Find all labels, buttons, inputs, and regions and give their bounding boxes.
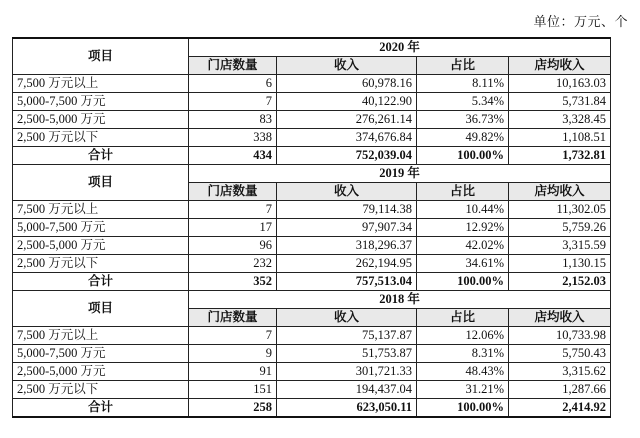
cell-share: 48.43% (417, 363, 509, 381)
item-header-cell: 项目 (13, 291, 189, 327)
row-label-cell: 5,000-7,500 万元 (13, 219, 189, 237)
total-cell-avg: 2,152.03 (509, 273, 611, 291)
row-label-cell: 7,500 万元以上 (13, 75, 189, 93)
cell-avg: 1,287.66 (509, 381, 611, 399)
cell-revenue: 194,437.04 (277, 381, 417, 399)
row-label-cell: 2,500-5,000 万元 (13, 111, 189, 129)
unit-note: 单位：万元、个 (533, 14, 628, 29)
cell-share: 49.82% (417, 129, 509, 147)
cell-share: 5.34% (417, 93, 509, 111)
column-header-share: 占比 (417, 309, 509, 327)
item-header-cell: 项目 (13, 165, 189, 201)
total-cell-share: 100.00% (417, 147, 509, 165)
cell-share: 8.11% (417, 75, 509, 93)
total-label-cell: 合计 (13, 273, 189, 291)
row-label-cell: 2,500-5,000 万元 (13, 237, 189, 255)
table-row (13, 75, 611, 93)
row-label-cell: 5,000-7,500 万元 (13, 345, 189, 363)
cell-revenue: 60,978.16 (277, 75, 417, 93)
cell-revenue: 301,721.33 (277, 363, 417, 381)
total-row (13, 399, 611, 418)
table-row (13, 111, 611, 129)
cell-revenue: 262,194.95 (277, 255, 417, 273)
row-label-cell: 7,500 万元以上 (13, 201, 189, 219)
cell-revenue: 51,753.87 (277, 345, 417, 363)
cell-avg: 5,759.26 (509, 219, 611, 237)
column-header-share: 占比 (417, 183, 509, 201)
cell-revenue: 97,907.34 (277, 219, 417, 237)
row-label-cell: 2,500 万元以下 (13, 129, 189, 147)
cell-avg: 11,302.05 (509, 201, 611, 219)
cell-revenue: 79,114.38 (277, 201, 417, 219)
row-label-cell: 2,500 万元以下 (13, 381, 189, 399)
cell-stores: 338 (189, 129, 277, 147)
total-cell-stores: 258 (189, 399, 277, 418)
column-header-avg: 店均收入 (509, 309, 611, 327)
cell-avg: 5,750.43 (509, 345, 611, 363)
table-row (13, 129, 611, 147)
revenue-by-store-tier-table (12, 37, 611, 418)
table-row (13, 345, 611, 363)
cell-avg: 3,328.45 (509, 111, 611, 129)
cell-stores: 83 (189, 111, 277, 129)
year-header-cell: 2020 年 (189, 38, 611, 57)
section-year-row (13, 165, 611, 183)
row-label-cell: 7,500 万元以上 (13, 327, 189, 345)
cell-share: 34.61% (417, 255, 509, 273)
row-label-cell: 5,000-7,500 万元 (13, 93, 189, 111)
table-row (13, 237, 611, 255)
cell-revenue: 40,122.90 (277, 93, 417, 111)
cell-stores: 7 (189, 327, 277, 345)
table-row (13, 93, 611, 111)
cell-stores: 6 (189, 75, 277, 93)
cell-avg: 5,731.84 (509, 93, 611, 111)
cell-share: 42.02% (417, 237, 509, 255)
total-label-cell: 合计 (13, 147, 189, 165)
total-cell-revenue: 623,050.11 (277, 399, 417, 418)
cell-avg: 1,130.15 (509, 255, 611, 273)
column-header-revenue: 收入 (277, 57, 417, 75)
table-row (13, 201, 611, 219)
cell-stores: 96 (189, 237, 277, 255)
cell-revenue: 75,137.87 (277, 327, 417, 345)
column-header-stores: 门店数量 (189, 57, 277, 75)
table-row (13, 219, 611, 237)
row-label-cell: 2,500 万元以下 (13, 255, 189, 273)
section-year-row (13, 291, 611, 309)
cell-revenue: 318,296.37 (277, 237, 417, 255)
total-cell-stores: 434 (189, 147, 277, 165)
total-cell-revenue: 752,039.04 (277, 147, 417, 165)
total-label-cell: 合计 (13, 399, 189, 418)
cell-stores: 17 (189, 219, 277, 237)
column-header-avg: 店均收入 (509, 57, 611, 75)
cell-share: 10.44% (417, 201, 509, 219)
total-cell-share: 100.00% (417, 399, 509, 418)
cell-avg: 10,733.98 (509, 327, 611, 345)
item-header-cell: 项目 (13, 38, 189, 75)
total-cell-avg: 2,414.92 (509, 399, 611, 418)
cell-stores: 232 (189, 255, 277, 273)
column-header-avg: 店均收入 (509, 183, 611, 201)
table-row (13, 381, 611, 399)
table-body (13, 38, 611, 417)
year-header-cell: 2018 年 (189, 291, 611, 309)
cell-revenue: 276,261.14 (277, 111, 417, 129)
cell-share: 31.21% (417, 381, 509, 399)
total-row (13, 273, 611, 291)
total-cell-stores: 352 (189, 273, 277, 291)
cell-stores: 7 (189, 201, 277, 219)
year-header-cell: 2019 年 (189, 165, 611, 183)
cell-share: 12.92% (417, 219, 509, 237)
section-year-row (13, 38, 611, 57)
cell-avg: 1,108.51 (509, 129, 611, 147)
cell-stores: 91 (189, 363, 277, 381)
total-cell-revenue: 757,513.04 (277, 273, 417, 291)
cell-share: 12.06% (417, 327, 509, 345)
cell-stores: 151 (189, 381, 277, 399)
row-label-cell: 2,500-5,000 万元 (13, 363, 189, 381)
column-header-revenue: 收入 (277, 309, 417, 327)
total-cell-share: 100.00% (417, 273, 509, 291)
cell-share: 36.73% (417, 111, 509, 129)
table-row (13, 327, 611, 345)
cell-stores: 7 (189, 93, 277, 111)
column-header-revenue: 收入 (277, 183, 417, 201)
total-cell-avg: 1,732.81 (509, 147, 611, 165)
table-row (13, 363, 611, 381)
cell-revenue: 374,676.84 (277, 129, 417, 147)
column-header-stores: 门店数量 (189, 309, 277, 327)
cell-avg: 3,315.59 (509, 237, 611, 255)
column-header-share: 占比 (417, 57, 509, 75)
cell-avg: 3,315.62 (509, 363, 611, 381)
total-row (13, 147, 611, 165)
cell-share: 8.31% (417, 345, 509, 363)
cell-avg: 10,163.03 (509, 75, 611, 93)
table-row (13, 255, 611, 273)
cell-stores: 9 (189, 345, 277, 363)
column-header-stores: 门店数量 (189, 183, 277, 201)
